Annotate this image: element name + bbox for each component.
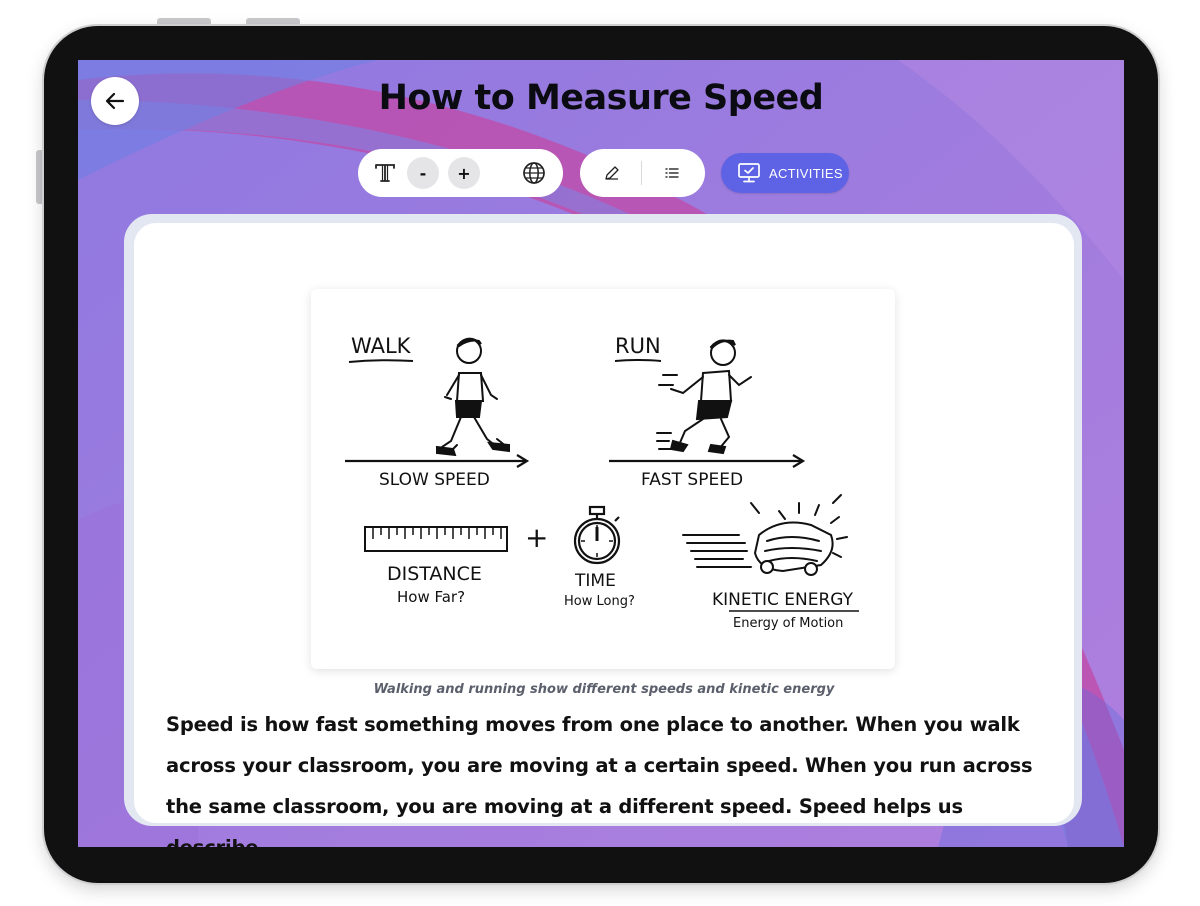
time-label: TIME — [575, 571, 616, 591]
kinetic-energy-label: KINETIC ENERGY — [712, 590, 854, 610]
note-tools-toolbar — [580, 149, 705, 197]
moving-object-icon — [683, 495, 847, 575]
distance-sub-label: How Far? — [397, 588, 466, 606]
run-label: RUN — [615, 334, 661, 358]
distance-label: DISTANCE — [387, 563, 482, 585]
walking-child-figure — [437, 339, 509, 455]
volume-button-top — [157, 18, 211, 26]
running-child-figure — [657, 340, 751, 453]
text-size-icon — [373, 161, 397, 185]
stopwatch-icon — [575, 507, 619, 563]
article-paragraph: Speed is how fast something moves from one place to another. When you walk across your classroom, you are moving at a certain speed. When you run across the same classroom, you are moving at a different speed. Speed helps us describe — [166, 713, 1033, 859]
page-title: How to Measure Speed — [378, 78, 824, 118]
text-size-button[interactable] — [372, 160, 398, 186]
text-tools-toolbar — [358, 149, 563, 197]
content-card — [134, 223, 1074, 859]
time-sub-label: How Long? — [564, 594, 635, 609]
monitor-check-icon — [737, 162, 761, 184]
speed-illustration-drawing — [311, 289, 895, 669]
plus-sign: + — [525, 521, 549, 554]
energy-sub-label: Energy of Motion — [733, 616, 844, 631]
ruler-icon — [365, 527, 507, 551]
activities-button[interactable] — [721, 153, 849, 193]
activities-label: ACTIVITIES — [769, 165, 843, 181]
slow-speed-label: SLOW SPEED — [379, 470, 490, 490]
app-screen — [78, 60, 1124, 859]
pencil-icon — [603, 164, 621, 182]
language-button[interactable] — [521, 160, 547, 186]
fast-speed-label: FAST SPEED — [641, 470, 744, 490]
list-button[interactable] — [662, 163, 682, 183]
walk-label: WALK — [351, 334, 411, 358]
speed-illustration — [311, 289, 895, 669]
side-button — [36, 150, 44, 204]
toolbar-divider — [641, 161, 642, 185]
list-icon — [663, 164, 681, 182]
illustration-caption: Walking and running show different speeds and kinetic energy — [373, 682, 835, 697]
increase-font-button[interactable]: + — [448, 157, 480, 189]
decrease-font-button[interactable]: - — [407, 157, 439, 189]
power-button-top — [246, 18, 300, 26]
annotate-button[interactable] — [602, 163, 622, 183]
globe-icon — [522, 161, 546, 185]
